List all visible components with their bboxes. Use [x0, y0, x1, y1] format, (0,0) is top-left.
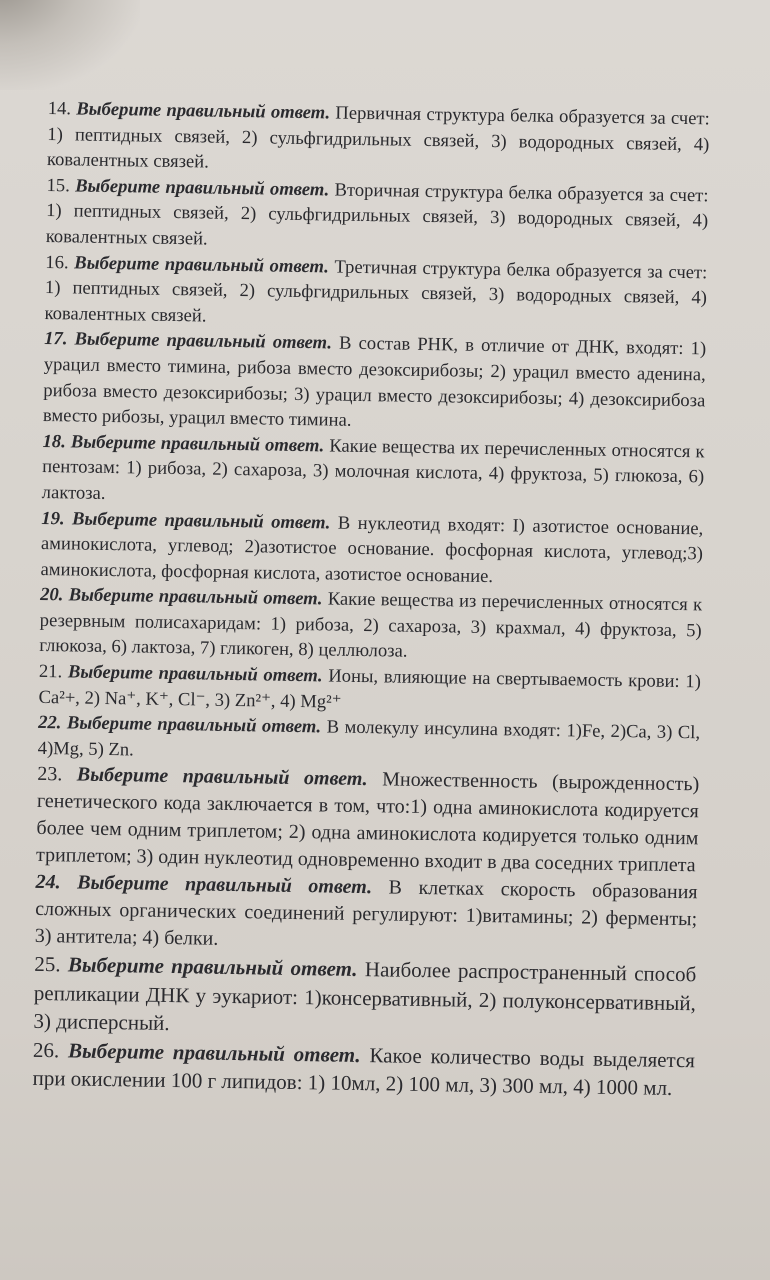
photo-shadow	[0, 0, 140, 90]
question-21: 21. Выберите правильный ответ. Ионы, влияющие на свертываемость крови: 1) Ca²+, 2) Na⁺, K⁺, Cl⁻, 3) Zn²⁺, 4) Mg²⁺	[38, 660, 702, 713]
question-26: 26. Выберите правильный ответ. Какое количество воды выделяется при окислении 100 г липидов: 1) 10мл, 2) 100 мл, 3) 300 мл, 4) 1000 мл.	[32, 1037, 696, 1101]
question-17: 17. Выберите правильный ответ. В состав РНК, в отличие от ДНК, входят: 1) урацил вместо тимина, рибоза вместо дезоксирибозы; 2) урацил вместо аденина, рибоза вместо дезоксирибозы; 3) урацил вместо дезоксирибозы; 4) дезоксирибоза вместо рибозы, урацил вместо тимина.	[42, 328, 707, 431]
question-22: 22. Выберите правильный ответ. В молекулу инсулина входят: 1)Fe, 2)Ca, 3) Cl, 4)Mg, 5) Zn.	[37, 712, 701, 761]
question-18: 18. Выберите правильный ответ. Какие вещества их перечисленных относятся к пентозам: 1) рибоза, 2) сахароза, 3) молочная кислота, 4) фруктоза, 5) глюкоза, 6) лактоза.	[41, 430, 705, 504]
question-14: 14. Выберите правильный ответ. Первичная структура белка образуется за счет: 1) пептидных связей, 2) сульфгидрильных связей, 3) водородных связей, 4) ковалентных связей.	[46, 97, 710, 173]
question-25: 25. Выберите правильный ответ. Наиболее распространенный способ репликации ДНК у эукариот: 1)консервативный, 2) полуконсервативный, 3) дисперсный.	[33, 952, 697, 1036]
question-20: 20. Выберите правильный ответ. Какие вещества из перечисленных относятся к резервным полисахаридам: 1) рибоза, 2) сахароза, 3) крахмал, 4) фруктоза, 5) глюкоза, 6) лактоза, 7) гликоген, 8) целлюлоза.	[39, 584, 703, 663]
question-16: 16. Выберите правильный ответ. Третичная структура белка образуется за счет: 1) пептидных связей, 2) сульфгидрильных связей, 3) водородных связей, 4) ковалентных связей.	[44, 251, 708, 327]
question-23: 23. Выберите правильный ответ. Множественность (вырожденность) генетического кода заключается в том, что:1) одна аминокислота кодируется более чем одним триплетом; 2) одна аминокислота кодируется только одним триплетом; 3) один нуклеотид одновременно входит в два соседних триплета	[35, 763, 700, 877]
question-sheet	[32, 96, 710, 1103]
question-15: 15. Выберите правильный ответ. Вторичная структура белка образуется за счет: 1) пептидных связей, 2) сульфгидрильных связей, 3) водородных связей, 4) ковалентных связей.	[45, 174, 709, 250]
question-19: 19. Выберите правильный ответ. В нуклеотид входят: I) азотистое основание, аминокислота, углевод; 2)азотистое основание. фосфорная кислота, углевод;3) аминокислота, фосфорная кислота, азотистое основание.	[40, 507, 704, 587]
question-24: 24. Выберите правильный ответ. В клетках скорость образования сложных органических соединений регулируют: 1)витамины; 2) ферменты; 3) антитела; 4) белки.	[34, 871, 698, 951]
